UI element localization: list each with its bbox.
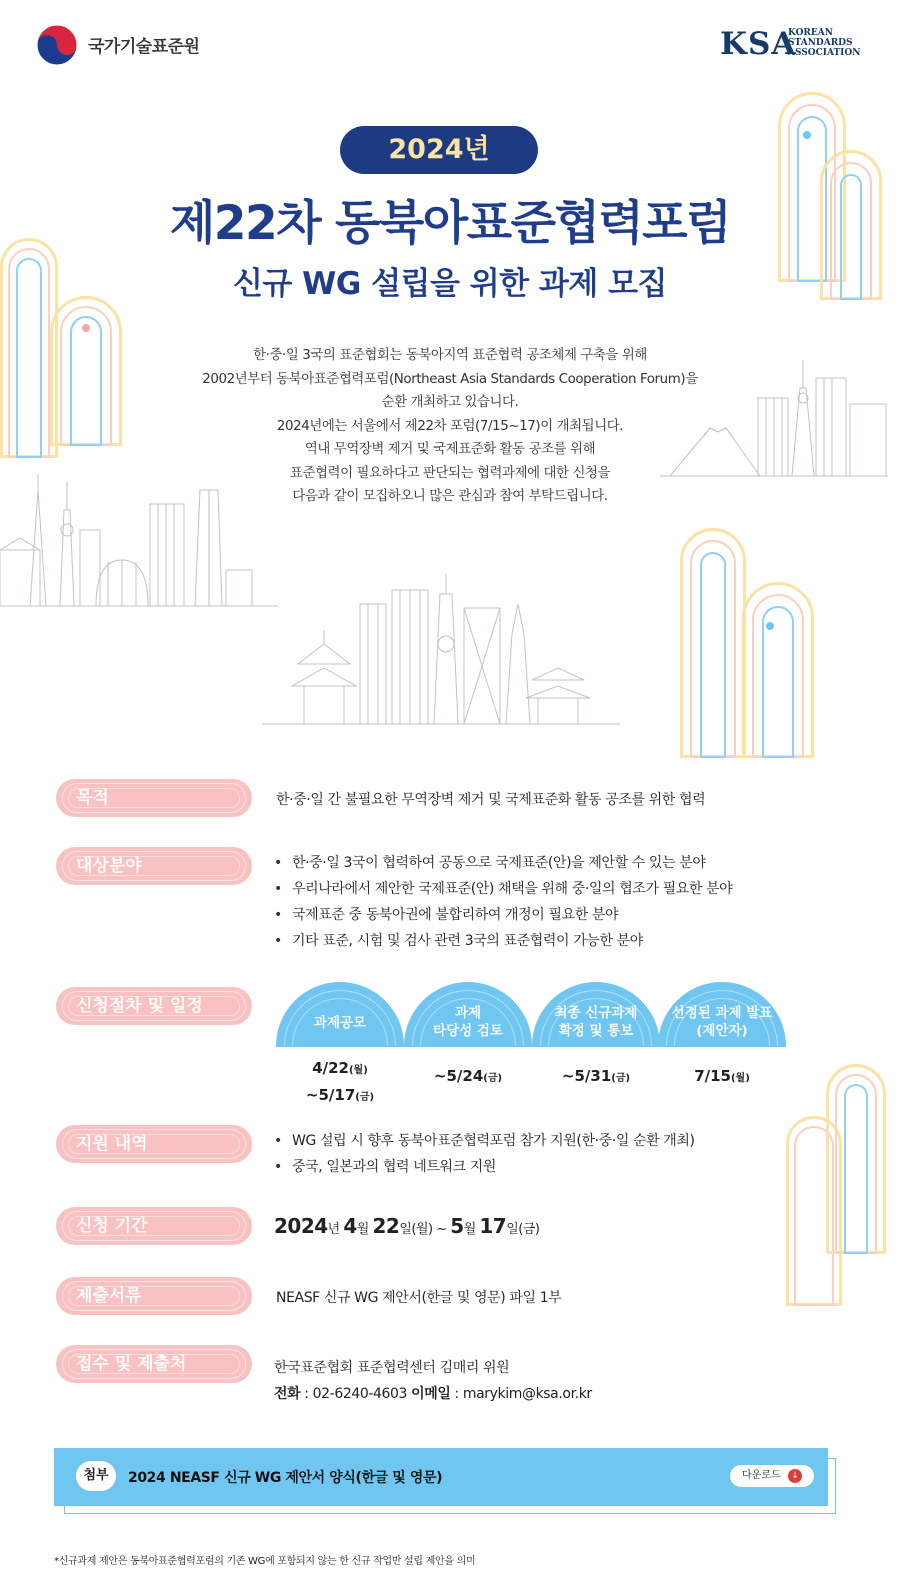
section-label-procedure: 신청절차 및 일정 <box>56 987 252 1025</box>
step-2-date: ~5/24(금) <box>433 1067 503 1085</box>
section-label-support: 지원 내역 <box>56 1125 252 1163</box>
intro-paragraph: 한·중·일 3국의 표준협회는 동북아지역 표준협력 공조체제 구축을 위해 2002년부터 동북아표준협력포럼(Northeast Asia Standards Cooperation Forum)을 순환 개최하고 있습니다. 2024년에는 서울에서 제22차 포럼(7/15~17)이 개최됩니다. 역내 무역장벽 제거 및 국제표준화 활동 공조를 위해 표준협력이 필요하다고 판단되는 협력과제에 대한 신청을 다음과 같이 모집하오니 많은 관심과 참여 부탁드립니다. <box>202 348 698 504</box>
list-item: • 국제표준 중 동북아권에 불합리하여 개정이 필요한 분야 <box>274 902 732 928</box>
contact-details: 전화 : 02-6240-4603 이메일 : marykim@ksa.or.kr <box>274 1386 592 1402</box>
list-item: • 중국, 일본과의 협력 네트워크 지원 <box>274 1154 695 1180</box>
cityscape-center-illustration <box>262 574 622 728</box>
list-item: • 우리나라에서 제안한 국제표준(안) 채택을 위해 중·일의 협조가 필요한 분야 <box>274 876 732 902</box>
section-label-target: 대상분야 <box>56 847 252 885</box>
application-period: 2024년 4월 22일(월) ~ 5월 17일(금) <box>274 1214 540 1238</box>
ksa-logo-subtitle: KOREAN STANDARDS ASSOCIATION <box>788 28 861 58</box>
page-subtitle: 신규 WG 설립을 위한 과제 모집 <box>232 266 667 302</box>
year-badge: 2024년 <box>340 126 538 174</box>
list-item: • 기타 표준, 시험 및 검사 관련 3국의 표준협력이 가능한 분야 <box>274 928 732 954</box>
contact-person: 한국표준협회 표준협력센터 김매리 위원 <box>274 1360 510 1376</box>
email-link[interactable]: : marykim@ksa.or.kr <box>450 1386 592 1402</box>
step-1-date: 4/22(월) ~5/17(금) <box>305 1059 375 1104</box>
download-button[interactable]: 다운로드 <box>730 1465 814 1487</box>
step-3: 최종 신규과제 확정 및 통보 <box>532 982 660 1046</box>
section-label-purpose: 목적 <box>56 779 252 817</box>
list-item: • 한·중·일 3국이 협력하여 공동으로 국제표준(안)을 제안할 수 있는 분야 <box>274 850 732 876</box>
step-1: 과제공모 <box>276 982 404 1046</box>
government-emblem-icon <box>36 24 78 66</box>
list-item: • WG 설립 시 향후 동북아표준협력포럼 참가 지원(한·중·일 순환 개최) <box>274 1128 695 1154</box>
footnote: *신규과제 제안은 동북아표준협력포럼의 기존 WG에 포함되지 않는 한 신규 작업반 설립 제안을 의미 <box>54 1556 476 1567</box>
section-label-contact: 접수 및 제출처 <box>56 1345 252 1383</box>
cityscape-right-illustration <box>660 358 890 478</box>
page-title: 제22차 동북아표준협력포럼 <box>169 196 731 251</box>
step-4-date: 7/15(월) <box>694 1067 750 1085</box>
step-2: 과제 타당성 검토 <box>404 982 532 1046</box>
down-arrow-icon[interactable]: ↓ <box>788 1469 802 1483</box>
section-label-documents: 제출서류 <box>56 1277 252 1315</box>
cityscape-left-illustration <box>0 470 280 610</box>
gov-agency-name: 국가기술표준원 <box>88 37 200 57</box>
ksa-logo: KSA <box>720 26 797 62</box>
step-3-date: ~5/31(금) <box>561 1067 631 1085</box>
target-list <box>274 850 732 954</box>
support-list <box>274 1128 695 1180</box>
step-4: 선정된 과제 발표 (제안자) <box>658 982 786 1046</box>
attachment-badge: 첨부 <box>76 1461 116 1491</box>
purpose-text: 한·중·일 간 불필요한 무역장벽 제거 및 국제표준화 활동 공조를 위한 협력 <box>276 792 706 808</box>
section-label-period: 신청 기간 <box>56 1207 252 1245</box>
attachment-title: 2024 NEASF 신규 WG 제안서 양식(한글 및 영문) <box>128 1470 443 1486</box>
documents-text: NEASF 신규 WG 제안서(한글 및 영문) 파일 1부 <box>276 1290 562 1306</box>
